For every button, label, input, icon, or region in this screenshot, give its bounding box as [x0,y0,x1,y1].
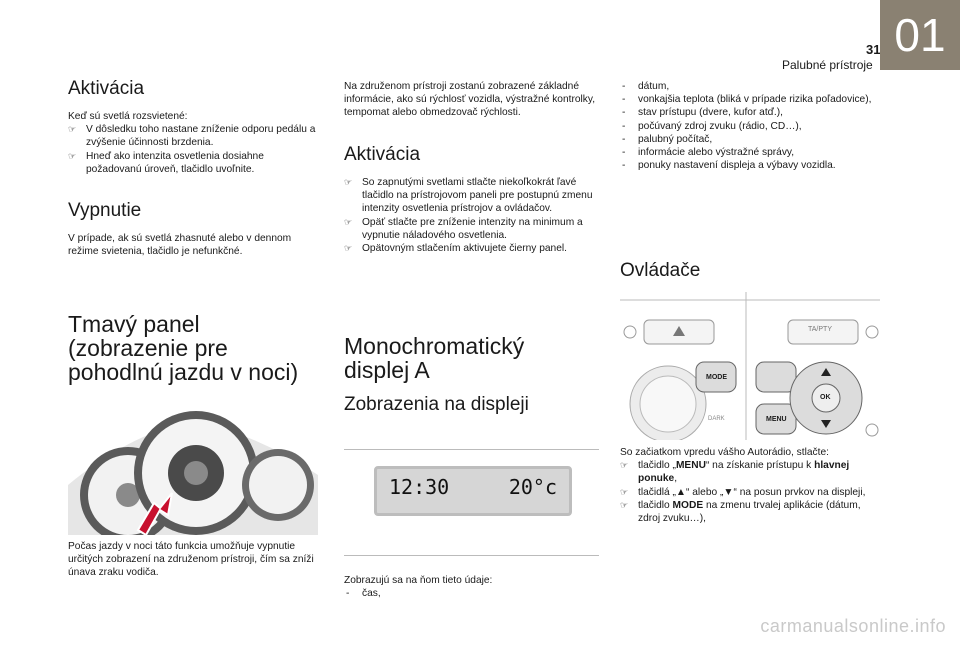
list-item: ☞ Opätovným stlačením aktivujete čierny panel. [344,242,599,255]
column-3 [620,80,880,172]
shows-text: Zobrazujú sa na ňom tieto údaje: [344,575,493,586]
column-2 [344,80,599,120]
list-item: ☞ So zapnutými svetlami stlačte niekoľkokrát ľavé tlačidlo na prístrojovom paneli pre postupnú zmenu intenzity osvetlenia prístrojov a ovládačov. [344,176,599,216]
list-item: - stav prístupu (dvere, kufor atď.), [620,106,880,119]
activation-2-title: Aktivácia [344,144,421,165]
list-item: - čas, [344,587,599,600]
list-item: - dátum, [620,80,880,93]
chapter-tab: 01 [880,0,960,70]
dark-text: Počas jazdy v noci táto funkcia umožňuje vypnutie určitých zobrazení na združenom prístroji, čím sa zníži únava zraku vodiča. [68,541,314,579]
display-temp: 20°c [508,475,557,499]
shows-list [344,587,599,600]
list-item: ☞ tlačidlo MODE na zmenu trvalej aplikácie (dátum, zdroj zvuku…), [620,499,880,525]
controls-text-section [620,446,880,525]
list-item: ☞ Opäť stlačte pre zníženie intenzity na minimum a vypnutie náladového osvetlenia. [344,216,599,242]
instrument-cluster-image [68,405,318,535]
watermark: carmanualsonline.info [760,616,946,636]
activation-intro: Keď sú svetlá rozsvietené: [68,111,188,122]
column-1 [68,78,318,176]
dark-label: DARK [708,416,725,422]
mode-label: MODE [706,374,727,381]
intro-text: Na združenom prístroji zostanú zobrazené základné informácie, ako sú rýchlosť vozidla, výstražné kontrolky, tempomat alebo obmedzovač rýchlosti. [344,81,596,119]
activation-2-section [344,144,599,255]
dark-text-block [68,540,318,580]
list-item: - vonkajšia teplota (bliká v prípade rizika poľadovice), [620,93,880,106]
activation-2-list [344,176,599,255]
controls-title: Ovládače [620,260,701,281]
list-item: - informácie alebo výstražné správy, [620,146,880,159]
list-item: - ponuky nastavení displeja a výbavy vozidla. [620,159,880,172]
off-section [68,200,318,258]
mono-title: Monochromatický displej A [344,333,525,383]
controls-list [620,459,880,525]
controls-intro: So začiatkom vpredu vášho Autorádio, stlačte: [620,447,829,458]
dark-title: Tmavý panel (zobrazenie pre pohodlnú jazdu v noci) [68,311,299,385]
list-item: - počúvaný zdroj zvuku (rádio, CD…), [620,120,880,133]
menu-label: MENU [766,416,787,423]
control-panel-image [620,292,880,440]
display-time: 12:30 [389,475,450,499]
list-item: ☞ V dôsledku toho nastane zníženie odporu pedálu a zvýšenie účinnosti brzdenia. [68,123,318,149]
divider [344,449,599,450]
controls-section [620,260,880,282]
list-item: ☞ Hneď ako intenzita osvetlenia dosiahne požadovanú úroveň, tlačidlo uvoľnite. [68,150,318,176]
dark-section [68,312,318,384]
off-text: V prípade, ak sú svetlá zhasnuté alebo v dennom režime svietenia, tlačidlo je nefunkčné. [68,233,292,258]
list-item: ☞ tlačidlá „▲“ alebo „▼“ na posun prvkov na displeji, [620,486,880,499]
section-title: Palubné prístroje [782,58,873,72]
divider [344,555,599,556]
page-number: 31 [866,42,881,57]
ta-pty-label: TA/PTY [808,326,832,333]
activation-title: Aktivácia [68,78,145,99]
display-screen [374,466,572,516]
mono-section [344,334,599,416]
activation-list [68,123,318,176]
shows-section [344,574,599,600]
list-item: ☞ tlačidlo „MENU“ na získanie prístupu k hlavnej ponuke, [620,459,880,485]
display-title: Zobrazenia na displeji [344,394,529,415]
ok-label: OK [820,394,831,401]
list-item: - palubný počítač, [620,133,880,146]
shows-list-cont [620,80,880,172]
off-title: Vypnutie [68,200,142,221]
